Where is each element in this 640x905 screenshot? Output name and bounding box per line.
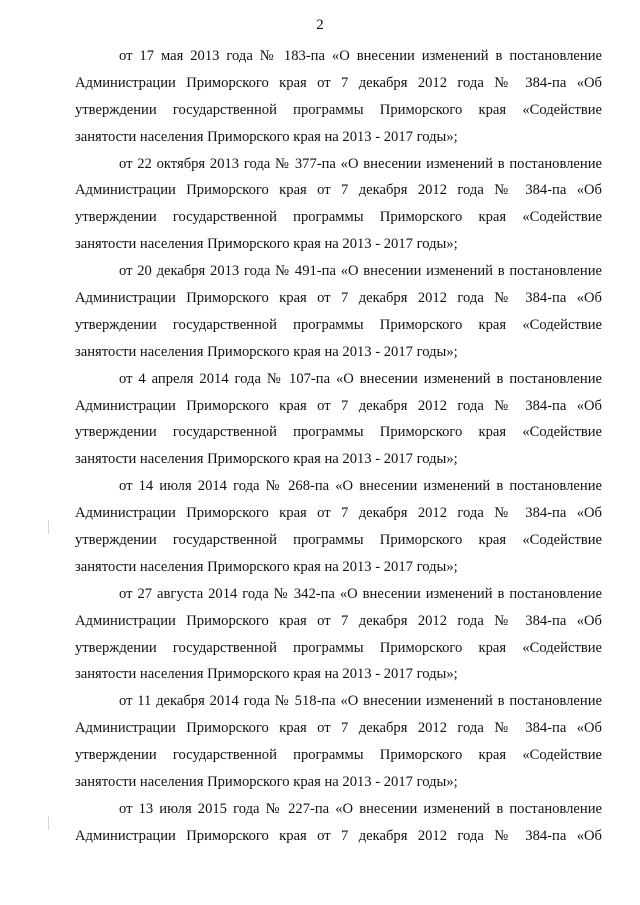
entry-line: от 22 октября 2013 года № 377-па «О внесении изменений в постановление xyxy=(119,155,602,172)
document-body xyxy=(75,43,602,850)
entry-line: утверждении государственной программы Приморского края «Содействие xyxy=(75,747,602,764)
entry-line: утверждении государственной программы Приморского края «Содействие xyxy=(75,316,602,333)
entry-line: занятости населения Приморского края на 2013 - 2017 годы»; xyxy=(75,236,458,253)
amendment-entry-4 xyxy=(75,366,602,474)
entry-line: занятости населения Приморского края на 2013 - 2017 годы»; xyxy=(75,451,458,468)
entry-line: от 17 мая 2013 года № 183-па «О внесении изменений в постановление xyxy=(119,48,602,64)
entry-line: занятости населения Приморского края на 2013 - 2017 годы»; xyxy=(75,558,458,575)
entry-line: утверждении государственной программы Приморского края «Содействие xyxy=(75,532,602,549)
entry-line: Администрации Приморского края от 7 декабря 2012 года № 384-па «Об xyxy=(75,182,602,199)
entry-line: утверждении государственной программы Приморского края «Содействие xyxy=(75,424,602,441)
amendment-entry-6 xyxy=(75,581,602,689)
entry-line: занятости населения Приморского края на 2013 - 2017 годы»; xyxy=(75,128,458,145)
amendment-entry-2 xyxy=(75,151,602,259)
entry-line: от 14 июля 2014 года № 268-па «О внесении изменений в постановление xyxy=(119,478,602,495)
entry-line: утверждении государственной программы Приморского края «Содействие xyxy=(75,209,602,226)
amendment-entry-7 xyxy=(75,688,602,796)
entry-line: от 11 декабря 2014 года № 518-па «О внесении изменений в постановление xyxy=(119,693,602,710)
amendment-entry-1 xyxy=(75,43,602,151)
entry-line: утверждении государственной программы Приморского края «Содействие xyxy=(75,101,602,118)
entry-line: Администрации Приморского края от 7 декабря 2012 года № 384-па «Об xyxy=(75,612,602,629)
entry-line: от 27 августа 2014 года № 342-па «О внесении изменений в постановление xyxy=(119,585,602,602)
entry-line: от 4 апреля 2014 года № 107-па «О внесении изменений в постановление xyxy=(119,370,602,387)
amendment-entry-8 xyxy=(75,796,602,850)
entry-line: занятости населения Приморского края на 2013 - 2017 годы»; xyxy=(75,774,458,791)
entry-line: Администрации Приморского края от 7 декабря 2012 года № 384-па «Об xyxy=(75,290,602,307)
scan-margin-mark-lower xyxy=(48,816,49,830)
entry-line: Администрации Приморского края от 7 декабря 2012 года № 384-па «Об xyxy=(75,74,602,91)
entry-line: Администрации Приморского края от 7 декабря 2012 года № 384-па «Об xyxy=(75,505,602,522)
scan-margin-mark-upper xyxy=(48,520,49,534)
entry-line: занятости населения Приморского края на 2013 - 2017 годы»; xyxy=(75,666,458,683)
entry-line: Администрации Приморского края от 7 декабря 2012 года № 384-па «Об xyxy=(75,720,602,737)
amendment-entry-5 xyxy=(75,473,602,581)
entry-line: от 20 декабря 2013 года № 491-па «О внесении изменений в постановление xyxy=(119,263,602,280)
entry-line: занятости населения Приморского края на 2013 - 2017 годы»; xyxy=(75,343,458,360)
amendment-entry-3 xyxy=(75,258,602,366)
entry-line: утверждении государственной программы Приморского края «Содействие xyxy=(75,639,602,656)
entry-line: Администрации Приморского края от 7 декабря 2012 года № 384-па «Об xyxy=(75,827,602,844)
entry-line: Администрации Приморского края от 7 декабря 2012 года № 384-па «Об xyxy=(75,397,602,414)
entry-line: от 13 июля 2015 года № 227-па «О внесении изменений в постановление xyxy=(119,800,602,817)
page-number: 2 xyxy=(316,17,324,33)
